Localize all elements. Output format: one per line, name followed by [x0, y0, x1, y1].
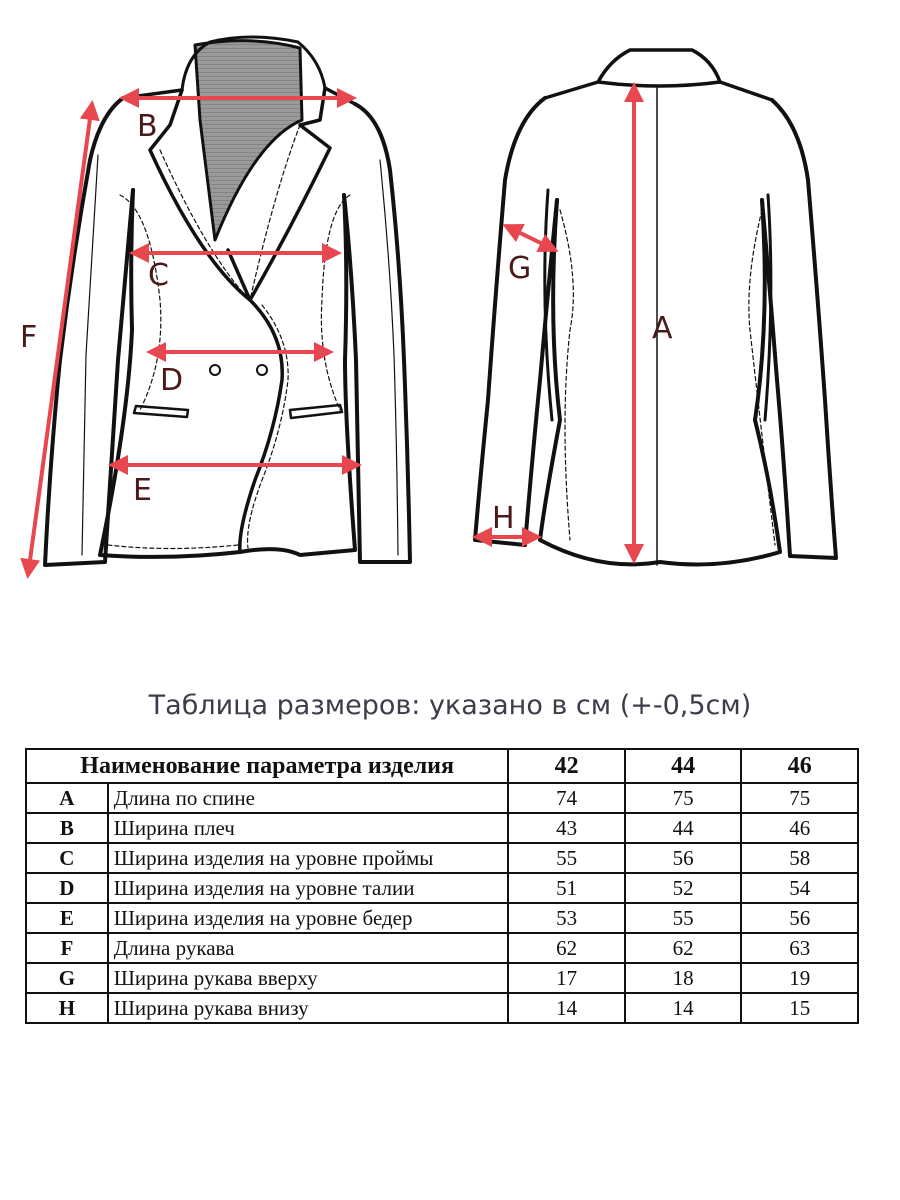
row-value: 74: [508, 783, 625, 813]
row-value: 75: [741, 783, 858, 813]
marker-a: A: [652, 311, 673, 346]
row-code: D: [26, 873, 108, 903]
row-value: 63: [741, 933, 858, 963]
row-name: Длина рукава: [108, 933, 509, 963]
row-value: 46: [741, 813, 858, 843]
marker-e: E: [133, 473, 152, 508]
row-value: 14: [625, 993, 742, 1023]
row-value: 19: [741, 963, 858, 993]
row-code: F: [26, 933, 108, 963]
row-value: 56: [741, 903, 858, 933]
jacket-front-view: [45, 37, 410, 565]
row-value: 56: [625, 843, 742, 873]
table-row: [26, 993, 858, 1023]
row-value: 55: [625, 903, 742, 933]
row-value: 62: [508, 933, 625, 963]
arrow-f: [28, 104, 92, 575]
row-value: 44: [625, 813, 742, 843]
row-code: H: [26, 993, 108, 1023]
header-size-44: 44: [625, 749, 742, 783]
row-code: C: [26, 843, 108, 873]
header-param: Наименование параметра изделия: [26, 749, 508, 783]
row-value: 62: [625, 933, 742, 963]
header-size-46: 46: [741, 749, 858, 783]
row-value: 52: [625, 873, 742, 903]
row-value: 18: [625, 963, 742, 993]
row-value: 55: [508, 843, 625, 873]
row-name: Ширина изделия на уровне талии: [108, 873, 509, 903]
header-size-42: 42: [508, 749, 625, 783]
marker-c: C: [148, 258, 169, 293]
table-row: [26, 903, 858, 933]
row-name: Ширина рукава вверху: [108, 963, 509, 993]
table-row: [26, 783, 858, 813]
row-name: Ширина рукава внизу: [108, 993, 509, 1023]
row-value: 43: [508, 813, 625, 843]
row-code: B: [26, 813, 108, 843]
row-name: Длина по спине: [108, 783, 509, 813]
table-row: [26, 813, 858, 843]
table-header-row: [26, 749, 858, 783]
row-value: 53: [508, 903, 625, 933]
marker-d: D: [160, 363, 184, 398]
table-row: [26, 843, 858, 873]
marker-b: B: [137, 109, 158, 144]
row-value: 14: [508, 993, 625, 1023]
row-value: 51: [508, 873, 625, 903]
marker-h: H: [492, 501, 515, 536]
table-row: [26, 963, 858, 993]
row-value: 54: [741, 873, 858, 903]
row-code: E: [26, 903, 108, 933]
size-table: [25, 748, 859, 1024]
row-name: Ширина изделия на уровне проймы: [108, 843, 509, 873]
jacket-back-view: [475, 50, 836, 565]
table-row: [26, 873, 858, 903]
size-table-title: Таблица размеров: указано в см (+-0,5см): [148, 690, 752, 721]
row-value: 15: [741, 993, 858, 1023]
row-value: 17: [508, 963, 625, 993]
marker-f: F: [20, 320, 38, 355]
arrow-g: [506, 226, 555, 250]
table-row: [26, 933, 858, 963]
row-value: 75: [625, 783, 742, 813]
row-name: Ширина плеч: [108, 813, 509, 843]
row-code: A: [26, 783, 108, 813]
row-value: 58: [741, 843, 858, 873]
row-code: G: [26, 963, 108, 993]
marker-g: G: [508, 251, 532, 286]
row-name: Ширина изделия на уровне бедер: [108, 903, 509, 933]
